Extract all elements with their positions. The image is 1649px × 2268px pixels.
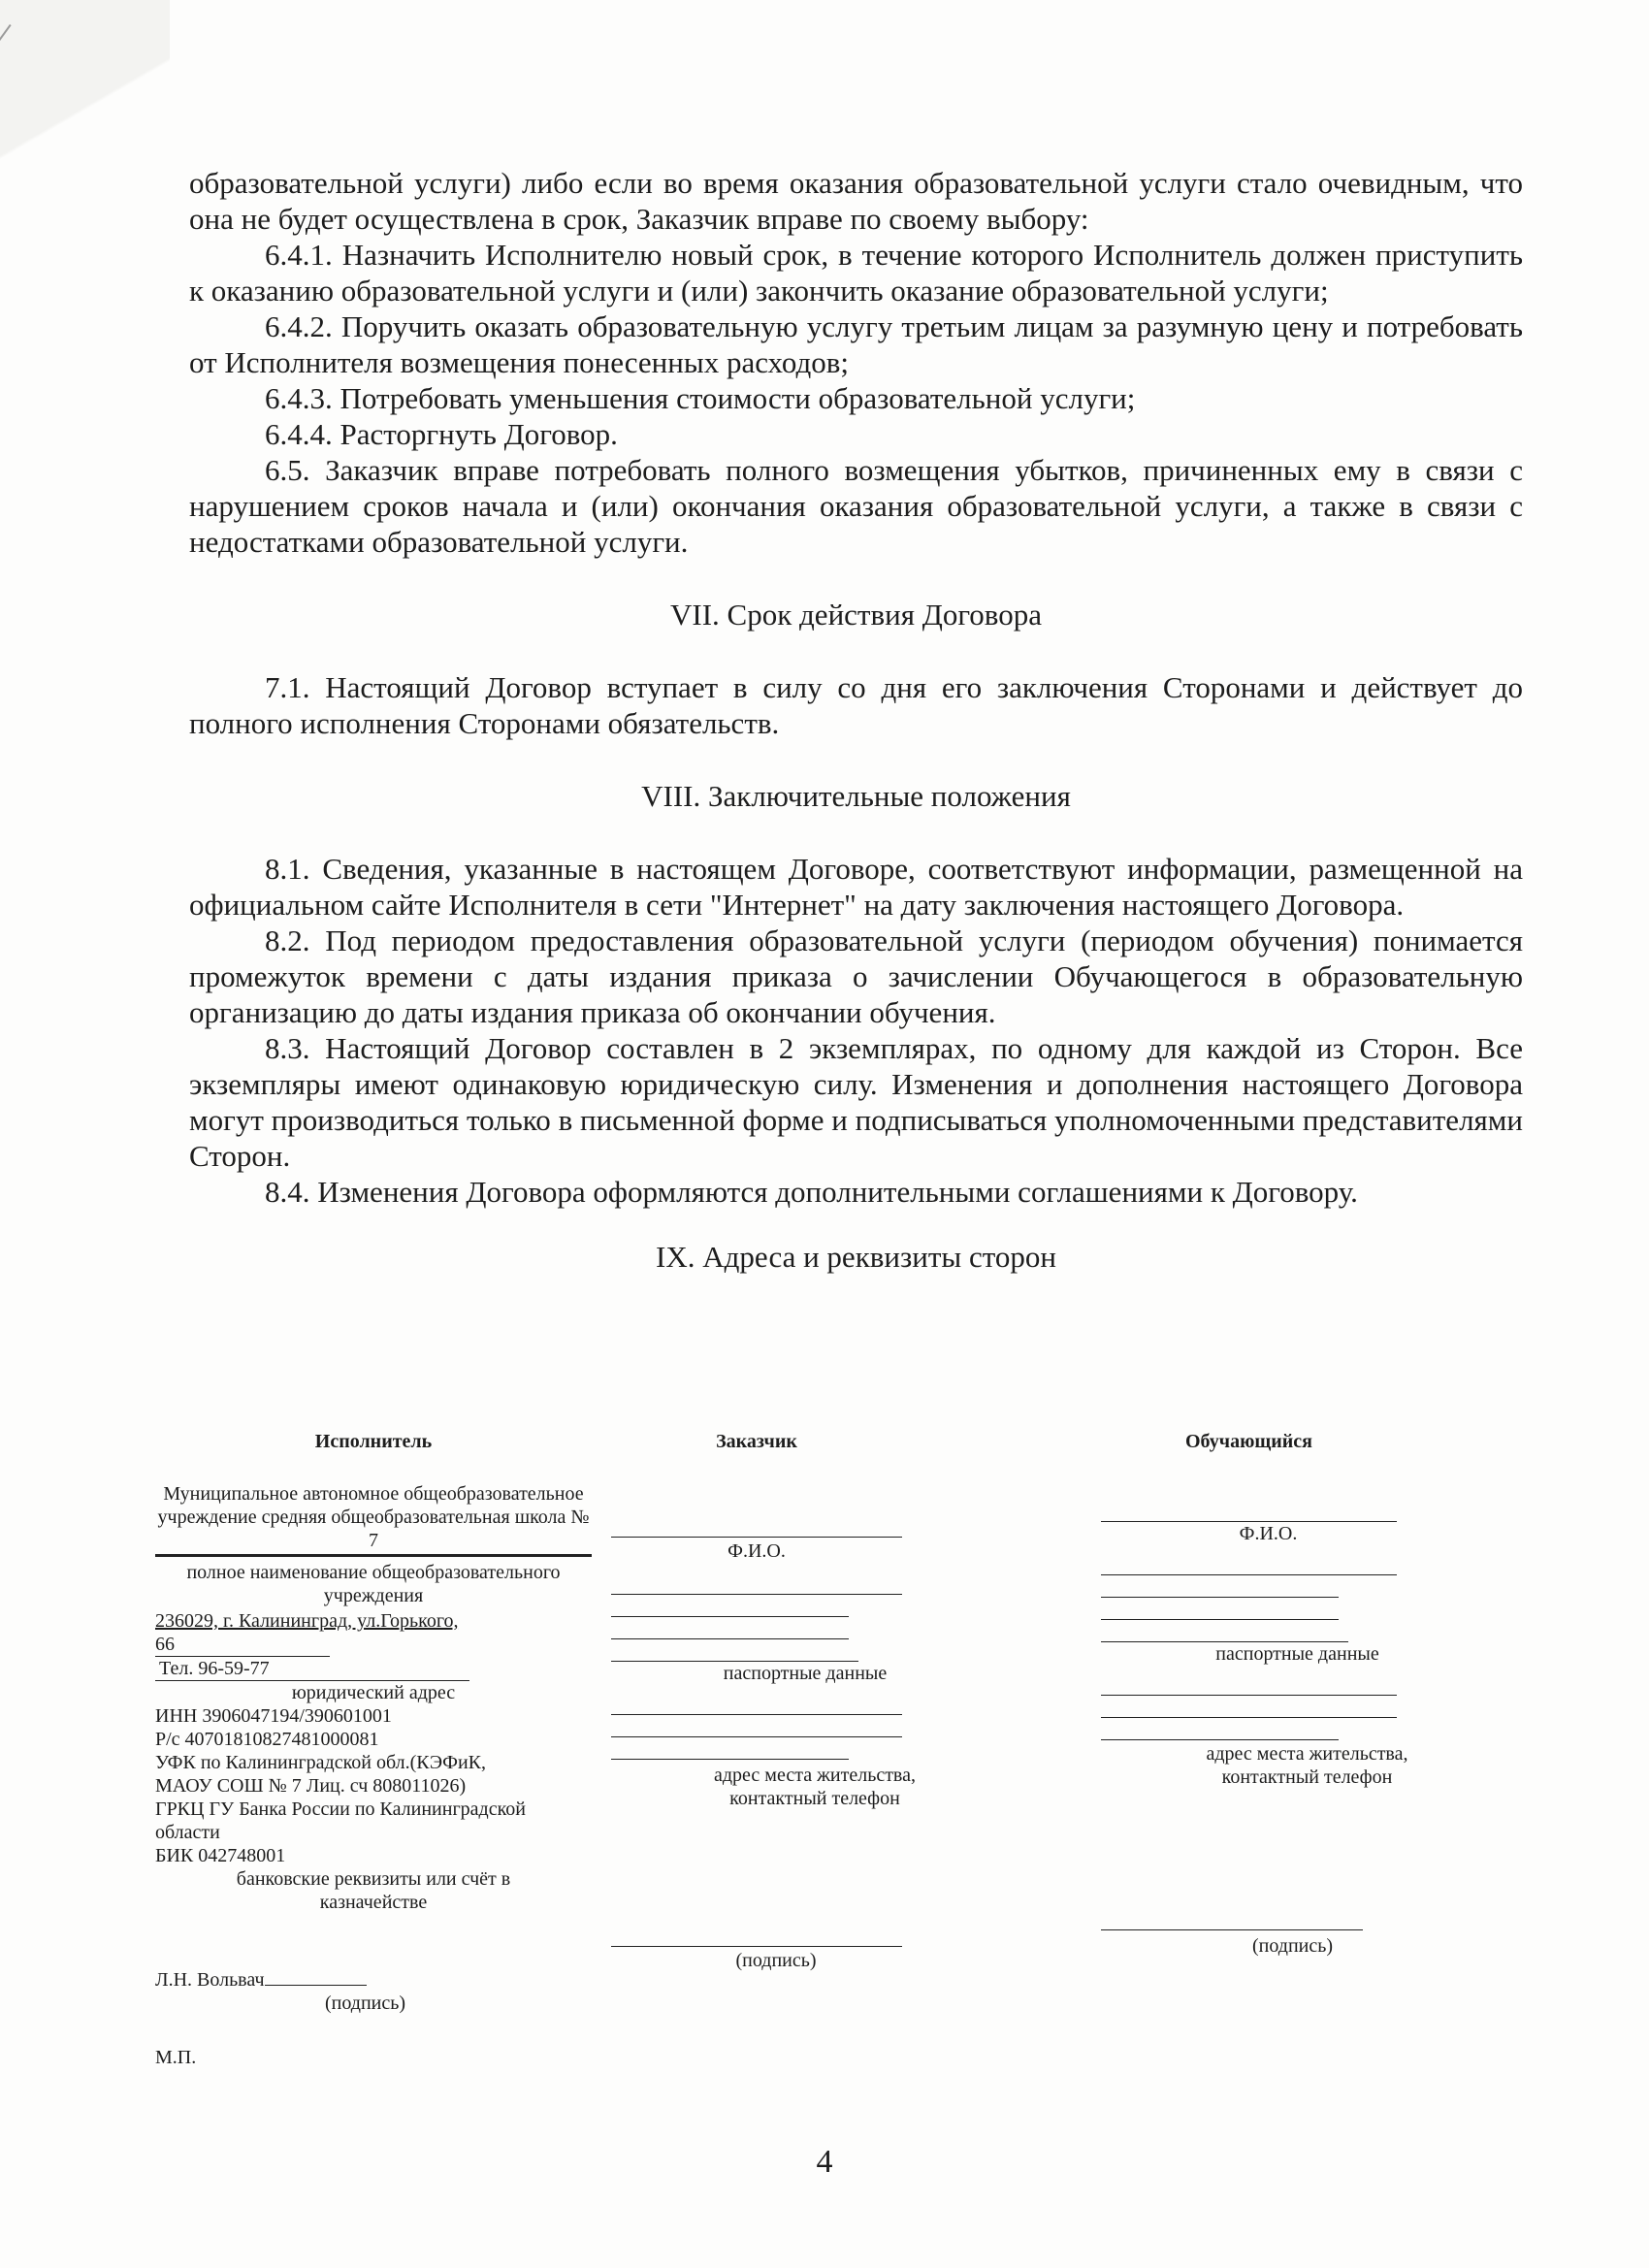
paragraph-6-4-4: 6.4.4. Расторгнуть Договор.: [265, 417, 618, 451]
contract-body: [189, 165, 1523, 1275]
customer-signature-line: [611, 1946, 902, 1947]
executor-org-caption: полное наименование общеобразовательного учреждения: [186, 1562, 561, 1606]
student-address-line-1: [1101, 1695, 1397, 1696]
customer-passport-line-1: [611, 1594, 902, 1595]
executor-org-name: Муниципальное автономное общеобразовательное учреждение средняя общеобразовательная школа № 7: [157, 1483, 590, 1551]
customer-column: [611, 1430, 916, 1972]
student-signature-line: [1101, 1929, 1363, 1930]
student-column: [1101, 1430, 1408, 1958]
paragraph-intro: образовательной услуги) либо если во время оказания образовательной услуги стало очевидным, что она не будет осуществлена в срок, Заказчик вправе по своему выбору:: [189, 166, 1523, 236]
student-address-line-3: [1101, 1739, 1339, 1740]
section-heading-8: VIII. Заключительные положения: [641, 779, 1071, 813]
customer-signature-caption: (подпись): [735, 1950, 817, 1971]
executor-ufk: УФК по Калининградской обл.(КЭФиК,: [155, 1752, 487, 1773]
paragraph-8-4: 8.4. Изменения Договора оформляются дополнительными соглашениями к Договору.: [265, 1175, 1358, 1209]
student-signature-caption: (подпись): [1251, 1935, 1334, 1957]
section-heading-9: IX. Адреса и реквизиты сторон: [656, 1240, 1056, 1274]
customer-fio-caption: Ф.И.О.: [728, 1540, 786, 1562]
customer-address-line-2: [611, 1736, 902, 1737]
customer-fio-line: [611, 1537, 902, 1538]
customer-passport-line-2: [611, 1616, 849, 1617]
student-passport-line-2: [1101, 1597, 1339, 1598]
executor-signer-name: Л.Н. Вольвач: [155, 1969, 265, 1991]
executor-grkc: ГРКЦ ГУ Банка России по Калининградской области: [155, 1798, 526, 1843]
executor-address-line1: 236029, г. Калининград, ул.Горького,: [155, 1610, 459, 1632]
paragraph-6-4-1: 6.4.1. Назначить Исполнителю новый срок, в течение которого Исполнитель должен приступить к оказанию образовательной услуги и (или) закончить оказание образовательной услуги;: [189, 238, 1523, 308]
page-corner-fold: [0, 0, 170, 291]
paragraph-6-5: 6.5. Заказчик вправе потребовать полного возмещения убытков, причиненных ему в связи с нарушением сроков начала и (или) окончания оказания образовательной услуги, а также в связи с недостатками образовательной услуги.: [189, 453, 1523, 559]
student-fio-caption: Ф.И.О.: [1239, 1523, 1298, 1544]
paragraph-8-2: 8.2. Под периодом предоставления образовательной услуги (периодом обучения) понимается промежуток времени с даты издания приказа о зачислении Обучающегося в образовательную организацию до даты издания приказа об окончании обучения.: [189, 923, 1523, 1029]
paragraph-8-1: 8.1. Сведения, указанные в настоящем Договоре, соответствуют информации, размещенной на официальном сайте Исполнителя в сети "Интернет" на дату заключения настоящего Договора.: [189, 852, 1523, 922]
executor-signer-row: [155, 1968, 592, 1992]
paragraph-6-4-2: 6.4.2. Поручить оказать образовательную услугу третьим лицам за разумную цену и потребовать от Исполнителя возмещения понесенных расходов;: [189, 309, 1523, 379]
student-address-caption: адрес места жительства, контактный телефон: [1206, 1743, 1408, 1788]
executor-title: Исполнитель: [314, 1431, 433, 1452]
executor-column: [155, 1430, 592, 2069]
executor-org-underline: [155, 1554, 592, 1557]
student-passport-line-1: [1101, 1574, 1397, 1575]
executor-bank-caption: банковские реквизиты или счёт в казначействе: [236, 1868, 511, 1913]
customer-address-line-3: [611, 1759, 849, 1760]
executor-signature-line: [265, 1985, 367, 1986]
executor-address-caption: юридический адрес: [291, 1682, 456, 1703]
section-heading-7: VII. Срок действия Договора: [670, 598, 1042, 632]
executor-signature-caption: (подпись): [325, 1993, 406, 2014]
executor-stamp-mark: М.П.: [155, 2047, 197, 2068]
customer-passport-caption: паспортные данные: [723, 1663, 888, 1684]
paragraph-6-4-3: 6.4.3. Потребовать уменьшения стоимости образовательной услуги;: [265, 381, 1136, 415]
page-number: 4: [816, 2144, 833, 2180]
customer-title: Заказчик: [716, 1431, 797, 1452]
executor-account: Р/с 40701810827481000081: [155, 1729, 379, 1750]
student-passport-caption: паспортные данные: [1215, 1643, 1379, 1665]
student-title: Обучающийся: [1185, 1431, 1312, 1452]
executor-inn: ИНН 3906047194/390601001: [155, 1705, 392, 1727]
customer-passport-line-3: [611, 1638, 849, 1639]
student-passport-line-3: [1101, 1619, 1339, 1620]
student-address-line-2: [1101, 1717, 1397, 1718]
customer-address-line-1: [611, 1714, 902, 1715]
customer-address-caption: адрес места жительства, контактный телефон: [714, 1765, 916, 1809]
paragraph-7-1: 7.1. Настоящий Договор вступает в силу со дня его заключения Сторонами и действует до полного исполнения Сторонами обязательств.: [189, 670, 1523, 740]
executor-bik: БИК 042748001: [155, 1845, 286, 1866]
executor-address-line2: 66: [155, 1633, 330, 1657]
paragraph-8-3: 8.3. Настоящий Договор составлен в 2 экземплярах, по одному для каждой из Сторон. Все экземпляры имеют одинаковую юридическую силу. Изменения и дополнения настоящего Договора могут производиться только в письменной форме и подписываться уполномоченными представителями Сторон.: [189, 1031, 1523, 1173]
executor-maou: МАОУ СОШ № 7 Лиц. сч 808011026): [155, 1775, 467, 1797]
executor-phone: Тел. 96-59-77: [155, 1657, 469, 1681]
